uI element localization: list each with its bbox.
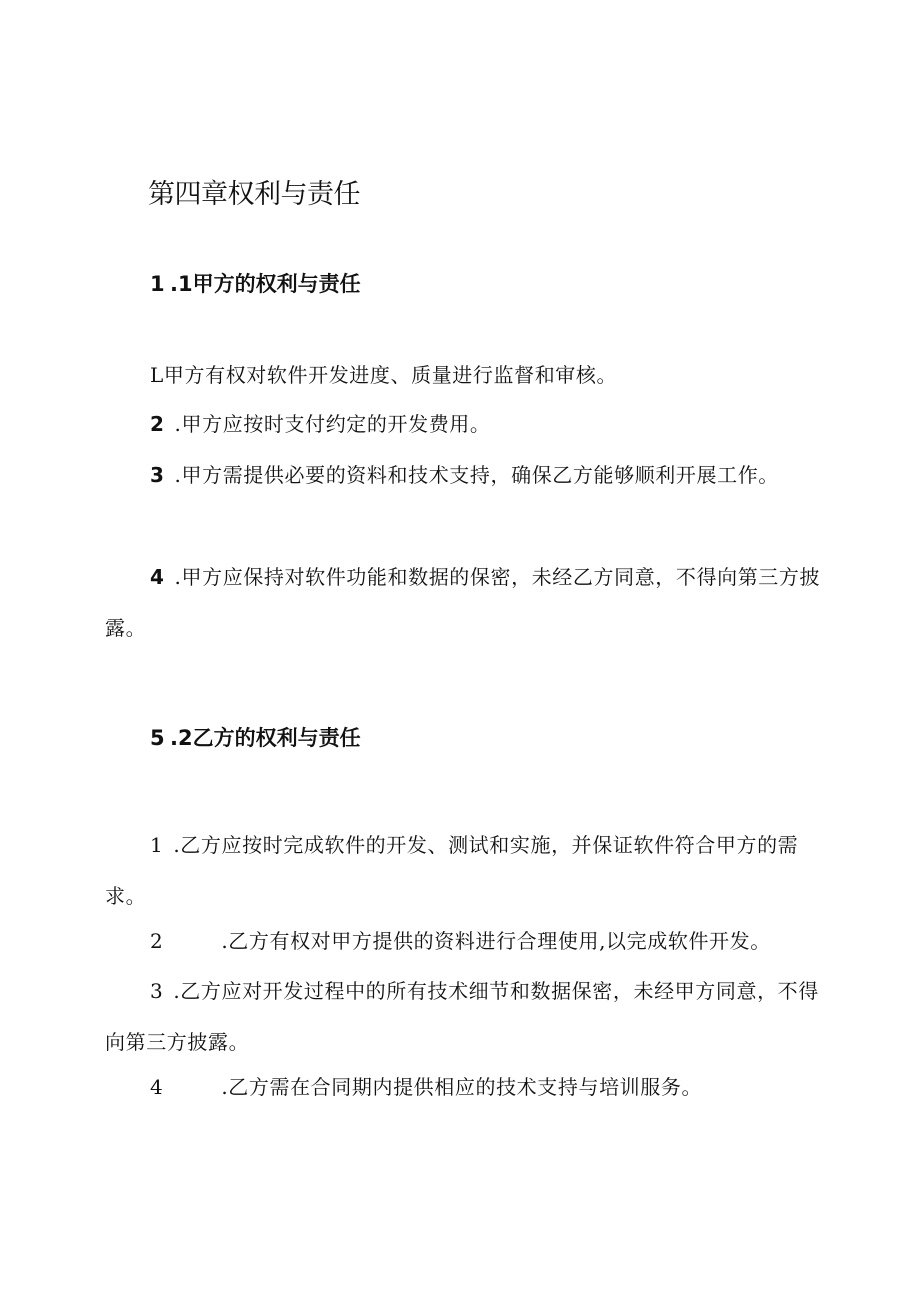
item-text: .乙方应按时完成软件的开发、测试和实施，并保证软件符合甲方的需求。	[105, 833, 799, 908]
item-text: .甲方应按时支付约定的开发费用。	[174, 412, 491, 436]
item-number: 1	[150, 833, 164, 857]
item-number: 2	[150, 929, 164, 953]
section-title: .2乙方的权利与责任	[170, 726, 361, 750]
item-number: 2	[150, 412, 165, 436]
item-marker: L	[150, 363, 164, 387]
section-heading-1	[150, 268, 361, 298]
item-text: 甲方有权对软件开发进度、质量进行监督和审核。	[163, 363, 618, 387]
item-text: .甲方需提供必要的资料和技术支持，确保乙方能够顺利开展工作。	[174, 463, 779, 487]
list-item	[105, 350, 823, 401]
list-item	[105, 916, 823, 967]
section-number: 1	[150, 272, 165, 296]
section-title: .1甲方的权利与责任	[170, 272, 361, 296]
section-heading-2	[150, 722, 361, 752]
list-item	[105, 1062, 823, 1113]
item-number: 4	[150, 1075, 164, 1099]
list-item	[105, 552, 823, 654]
item-text: .甲方应保持对软件功能和数据的保密，未经乙方同意，不得向第三方披露。	[105, 565, 821, 640]
item-number: 3	[150, 463, 165, 487]
list-item	[105, 966, 823, 1068]
item-text: .乙方有权对甲方提供的资料进行合理使用,以完成软件开发。	[221, 929, 771, 953]
item-number: 3	[150, 979, 164, 1003]
list-item	[105, 450, 823, 501]
item-text: .乙方应对开发过程中的所有技术细节和数据保密，未经甲方同意，不得向第三方披露。	[105, 979, 819, 1054]
list-item	[105, 399, 823, 450]
section-number: 5	[150, 726, 165, 750]
list-item	[105, 820, 823, 922]
item-text: .乙方需在合同期内提供相应的技术支持与培训服务。	[221, 1075, 703, 1099]
item-number: 4	[150, 565, 165, 589]
chapter-title: 第四章权利与责任	[148, 179, 360, 210]
